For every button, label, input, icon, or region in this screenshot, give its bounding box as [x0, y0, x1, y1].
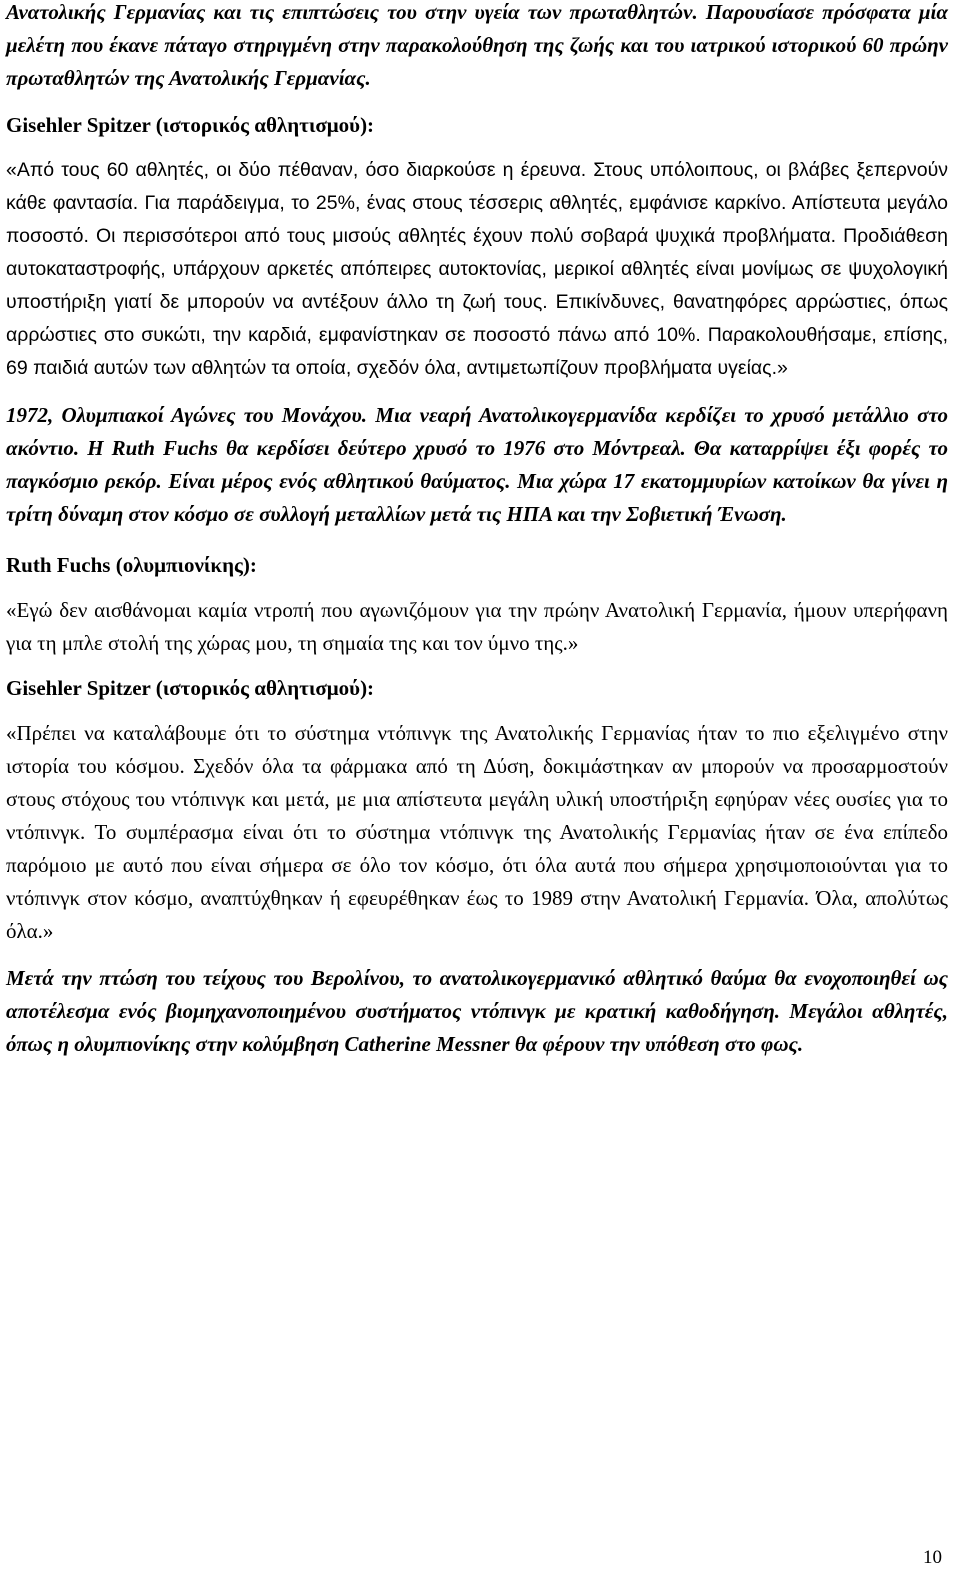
- narration-paragraph: 1972, Ολυμπιακοί Αγώνες του Μονάχου. Μια νεαρή Ανατολικογερμανίδα κερδίζει το χρυσό μετάλλιο στο ακόντιο. Η Ruth Fuchs θα κερδίσει δεύτερο χρυσό το 1976 στο Μόντρεαλ. Θα καταρρίψει έξι φορές το παγκόσμιο ρεκόρ. Είναι μέρος ενός αθλητικού θαύματος. Μια χώρα 17 εκατομμυρίων κατοίκων θα γίνει η τρίτη δύναμη στον κόσμο σε συλλογή μεταλλίων μετά τις ΗΠΑ και την Σοβιετική Ένωση.: [6, 403, 948, 526]
- document-page: [6, 0, 948, 1061]
- speaker-heading: Ruth Fuchs (ολυμπιονίκης):: [6, 553, 257, 577]
- page-number: 10: [923, 1547, 942, 1568]
- speaker-heading: Gisehler Spitzer (ιστορικός αθλητισμού):: [6, 113, 375, 137]
- quote-paragraph: «Από τους 60 αθλητές, οι δύο πέθαναν, όσο διαρκούσε η έρευνα. Στους υπόλοιπους, οι βλάβες ξεπερνούν κάθε φαντασία. Για παράδειγμα, το 25%, ένας στους τέσσερις αθλητές, εμφάνισε καρκίνο. Απίστευτα μεγάλο ποσοστό. Οι περισσότεροι από τους μισούς αθλητές έχουν πολύ σοβαρά ψυχικά προβλήματα. Προδιάθεση αυτοκαταστροφής, υπάρχουν αρκετές απόπειρες αυτοκτονίας, μερικοί αθλητές είναι μονίμως σε ψυχολογική υποστήριξη γιατί δε μπορούν να αντέξουν άλλο τη ζωή τους. Επικίνδυνες, θανατηφόρες αρρώστιες, όπως αρρώστιες στο συκώτι, την καρδιά, εμφανίστηκαν σε ποσοστό πάνω από 10%. Παρακολουθήσαμε, επίσης, 69 παιδιά αυτών των αθλητών τα οποία, σχεδόν όλα, αντιμετωπίζουν προβλήματα υγείας.»: [6, 159, 948, 379]
- intro-paragraph: Ανατολικής Γερμανίας και τις επιπτώσεις του στην υγεία των πρωταθλητών. Παρουσίασε πρόσφατα μία μελέτη που έκανε πάταγο στηριγμένη στην παρακολούθηση της ζωής και του ιατρικού ιστορικού 60 πρώην πρωταθλητών της Ανατολικής Γερμανίας.: [6, 0, 948, 90]
- narration-paragraph: Μετά την πτώση του τείχους του Βερολίνου, το ανατολικογερμανικό αθλητικό θαύμα θα ενοχοποιηθεί ως αποτέλεσμα ενός βιομηχανοποιημένου συστήματος ντόπινγκ με κρατική καθοδήγηση. Μεγάλοι αθλητές, όπως η ολυμπιονίκης στην κολύμβηση Catherine Messner θα φέρουν την υπόθεση στο φως.: [6, 966, 948, 1056]
- quote-paragraph: «Εγώ δεν αισθάνομαι καμία ντροπή που αγωνιζόμουν για την πρώην Ανατολική Γερμανία, ήμουν υπερήφανη για τη μπλε στολή της χώρας μου, τη σημαία της και τον ύμνο της.»: [6, 598, 948, 655]
- speaker-heading: Gisehler Spitzer (ιστορικός αθλητισμού):: [6, 676, 375, 700]
- quote-paragraph: «Πρέπει να καταλάβουμε ότι το σύστημα ντόπινγκ της Ανατολικής Γερμανίας ήταν το πιο εξελιγμένο στην ιστορία του κόσμου. Σχεδόν όλα τα φάρμακα από τη Δύση, δοκιμάστηκαν αν μπορούν να προσαρμοστούν στους στόχους του ντόπινγκ και μετά, με μια απίστευτα μεγάλη υλική υποστήριξη εφηύραν νέες ουσίες για το ντόπινγκ. Το συμπέρασμα είναι ότι το σύστημα ντόπινγκ της Ανατολικής Γερμανίας ήταν σε ένα επίπεδο παρόμοιο με αυτό που είναι σήμερα σε όλο τον κόσμο, ότι όλα αυτά που σήμερα χρησιμοποιούνται για το ντόπινγκ στον κόσμο, αναπτύχθηκαν ή εφευρέθηκαν έως το 1989 στην Ανατολική Γερμανία. Όλα, απολύτως όλα.»: [6, 721, 948, 943]
